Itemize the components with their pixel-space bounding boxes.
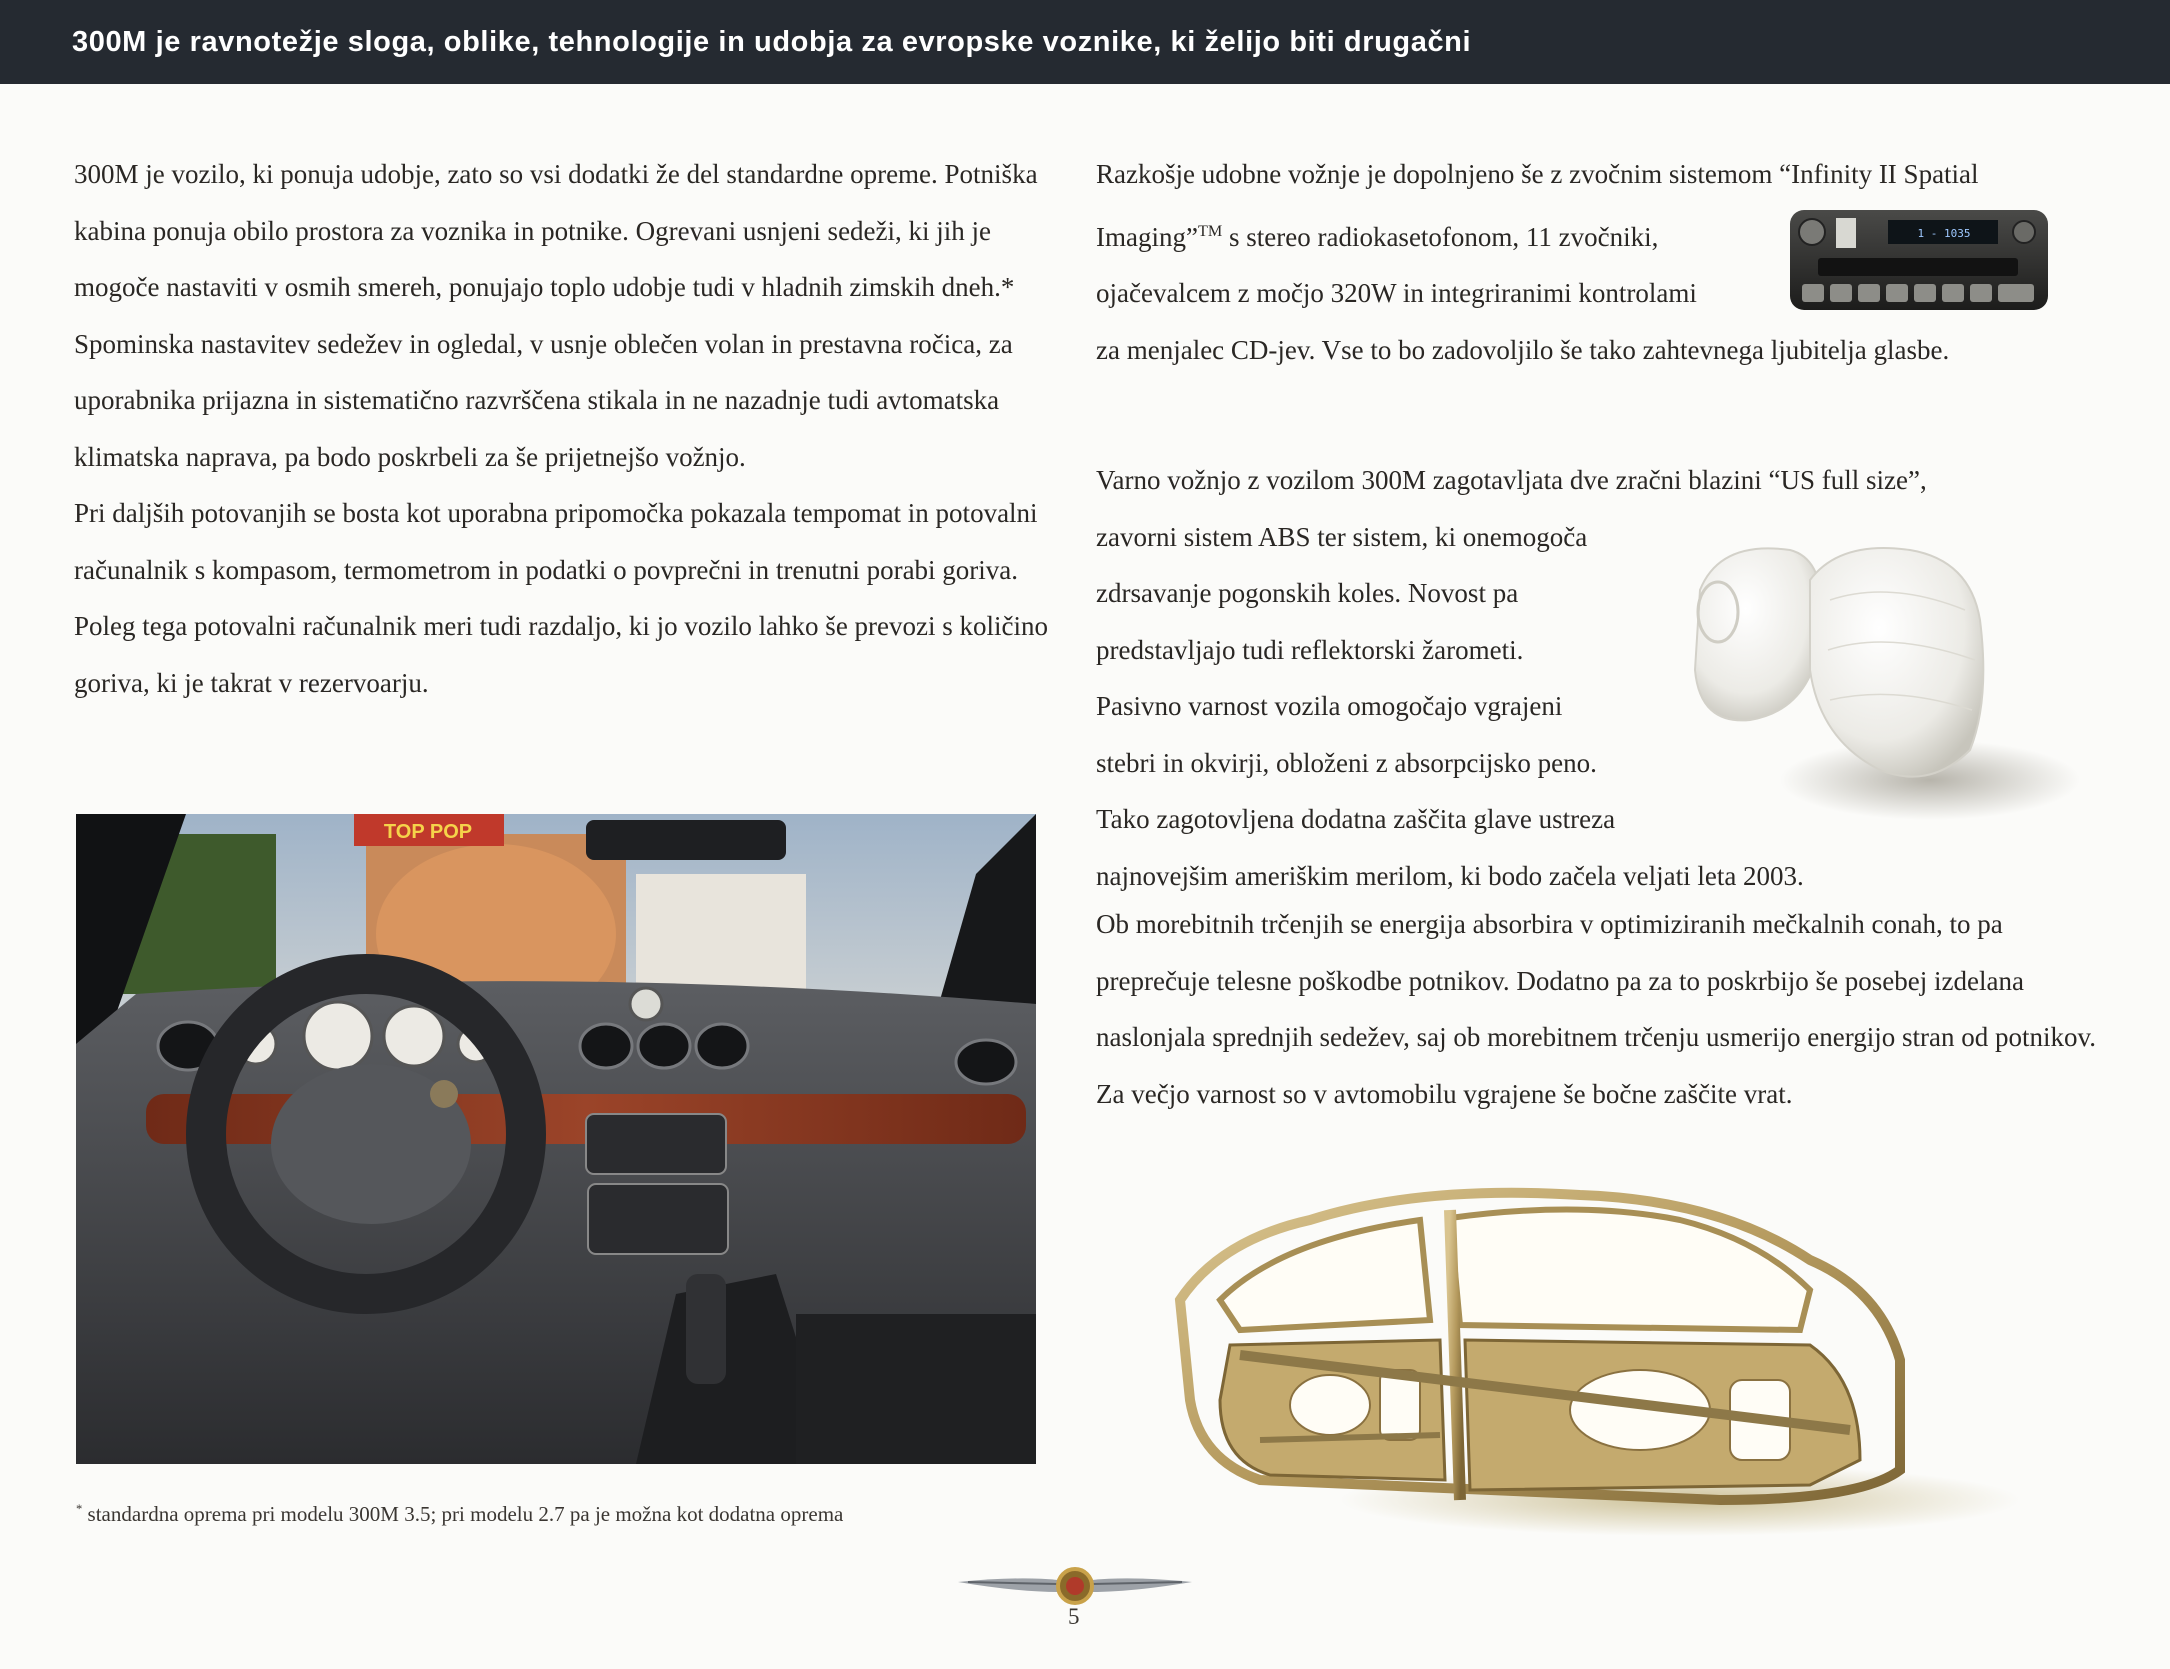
interior-photo (76, 814, 1036, 1464)
safety-line: zdrsavanje pogonskih koles. Novost pa (1096, 578, 1519, 608)
footnote-text: standardna oprema pri modelu 300M 3.5; pri modelu 2.7 pa je možna kot dodatna oprema (82, 1502, 844, 1526)
audio-line-2-end: s stereo radiokasetofonom, 11 zvočniki, (1222, 221, 1659, 252)
airbags-image (1680, 520, 2080, 840)
photo-sign-text: TOP POP (383, 821, 473, 843)
header-bar (0, 0, 2170, 84)
trademark-mark: TM (1197, 221, 1223, 240)
safety-line: predstavljajo tudi reflektorski žarometi. (1096, 634, 1524, 665)
footnote (76, 1502, 843, 1527)
radio-display-text: 1 - 1035 (1917, 227, 1971, 240)
chrysler-wings-logo-icon (958, 1566, 1192, 1606)
safety-paragraph-crash: Ob morebitnih trčenjih se energija absorbira v optimiziranih mečkalnih conah, to pa preprečuje telesne poškodbe potnikov. Dodatno pa za to poskrbijo še posebej izdelana naslonjala sprednjih sedežev, saj ob morebitnem trčenju usmerijo energijo stran od potnikov. Za večjo varnost so v avtomobilu vgrajene še bočne zaščite vrat. (1096, 909, 2097, 1109)
safety-line: zavorni sistem ABS ter sistem, ki onemogoča (1096, 521, 1588, 552)
audio-line-4: za menjalec CD-jev. Vse to bo zadovoljilo še tako zahtevnega ljubitelja glasbe. (1096, 334, 1950, 365)
safety-line: Varno vožnjo z vozilom 300M zagotavljata dve zračni blazini “US full size”, (1096, 465, 1927, 495)
footnote-marker: * (76, 1502, 83, 1516)
intro-text (74, 146, 1074, 711)
page-title: 300M je ravnotežje sloga, oblike, tehnologije in udobja za evropske voznike, ki želijo biti drugačni (72, 26, 1472, 58)
audio-line-1: Razkošje udobne vožnje je dopolnjeno še z zvočnim sistemom “Infinity II Spatial (1096, 159, 1979, 189)
safety-line: najnovejšim ameriškim merilom, ki bodo začela veljati leta 2003. (1096, 860, 1804, 891)
safety-line: stebri in okvirji, obloženi z absorpcijsko peno. (1096, 747, 1597, 778)
audio-line-2-start: Imaging” (1096, 221, 1198, 252)
audio-line-3: ojačevalcem z močjo 320W in integriranimi kontrolami (1096, 278, 1697, 308)
dashboard-illustration (76, 814, 1036, 1464)
safety-line: Tako zagotovljena dodatna zaščita glave ustreza (1096, 804, 1616, 834)
car-body-frame-image (1160, 1180, 2020, 1540)
intro-paragraph-comfort: 300M je vozilo, ki ponuja udobje, zato so vsi dodatki že del standardne opreme. Potniška kabina ponuja obilo prostora za voznika in potnike. Ogrevani usnjeni sedeži, ki jih je mogoče nastaviti v osmih smereh, ponujajo toplo udobje tudi v hladnih zimskih dneh.* Spominska nastavitev sedežev in ogledal, v usnje oblečen volan in prestavna ročica, za uporabnika prijazna in sistematično razvrščena stikala in ne nazadnje tudi avtomatska klimatska naprava, pa bodo poskrbeli za še prijetnejšo vožnjo. (74, 159, 1038, 472)
radio-cassette-image (1788, 208, 2050, 312)
page-number: 5 (1068, 1604, 1080, 1629)
safety-line: Pasivno varnost vozila omogočajo vgrajeni (1096, 691, 1563, 721)
intro-paragraph-travel: Pri daljših potovanjih se bosta kot uporabna pripomočka pokazala tempomat in potovalni računalnik s kompasom, termometrom in podatki o povprečni in trenutni porabi goriva. Poleg tega potovalni računalnik meri tudi razdaljo, ki jo vozilo lahko še prevozi s količino goriva, ki je takrat v rezervoarju. (74, 498, 1049, 698)
